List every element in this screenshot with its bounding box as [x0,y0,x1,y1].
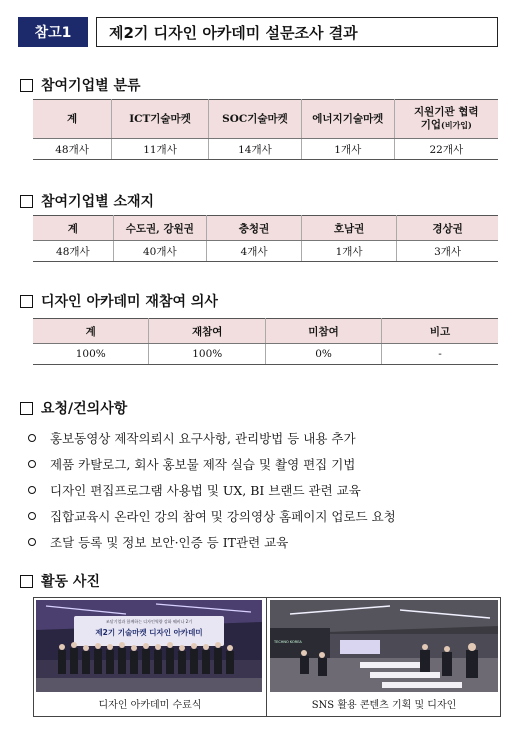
header-cell: ICT기술마켓 [112,100,209,139]
section-title: 디자인 아카데미 재참여 의사 [41,294,218,310]
table-cell: - [382,344,498,365]
table-cell: 14개사 [208,139,301,160]
section-title: 참여기업별 분류 [41,78,141,94]
list-item-text: 제품 카탈로그, 회사 홍보물 제작 실습 및 촬영 편집 기법 [50,457,356,472]
circle-bullet-icon [28,460,36,468]
classroom-photo [270,600,498,692]
location-table [33,215,498,262]
list-item [28,529,396,555]
list-item [28,503,396,529]
header-cell [394,100,498,139]
table-cell: 11개사 [112,139,209,160]
list-item-text: 집합교육시 온라인 강의 참여 및 강의영상 홈페이지 업로드 요청 [50,509,396,524]
list-item [28,451,396,477]
request-list [28,425,396,555]
header-cell: SOC기술마켓 [208,100,301,139]
circle-bullet-icon [28,512,36,520]
header-cell: 계 [33,216,113,241]
header-cell: 재참여 [149,319,265,344]
table-cell: 48개사 [33,139,112,160]
table-cell: 100% [33,344,149,365]
banner-subtitle: 조달기업과 함께하는 디자인역량 강화 웨비나 2기 [105,619,193,624]
table-cell: 1개사 [301,139,394,160]
photo-caption: SNS 활용 콘텐츠 기획 및 디자인 [311,700,457,711]
header-cell: 에너지기술마켓 [301,100,394,139]
report-header [18,17,498,47]
list-item [28,477,396,503]
table-cell: 100% [149,344,265,365]
header-note: (비가입) [441,120,472,130]
reparticipation-table [33,318,498,365]
list-item-text: 홍보동영상 제작의뢰시 요구사항, 관리방법 등 내용 추가 [50,431,356,446]
list-item-text: 조달 등록 및 정보 보안·인증 등 IT관련 교육 [50,535,289,550]
checkbox-square-icon [20,575,33,588]
table-cell: 48개사 [33,241,113,262]
table-header-row [33,100,498,139]
header-cell: 계 [33,319,149,344]
table-cell: 4개사 [206,241,301,262]
section-title: 요청/건의사항 [41,401,128,417]
table-cell: 0% [265,344,381,365]
section-title: 참여기업별 소재지 [41,194,155,210]
header-cell: 경상권 [397,216,498,241]
classification-table [33,99,498,160]
table-header-row [33,216,498,241]
checkbox-square-icon [20,295,33,308]
header-cell: 계 [33,100,112,139]
wall-sign: TECHNO KOREA [274,640,302,644]
header-cell: 호남권 [302,216,397,241]
photo-caption: 디자인 아카데미 수료식 [98,700,202,711]
graduation-photo [36,600,262,692]
photo-divider [266,598,267,716]
table-cell: 3개사 [397,241,498,262]
section-heading-location [20,191,154,211]
checkbox-square-icon [20,402,33,415]
header-cell: 충청권 [206,216,301,241]
section-heading-requests [20,398,127,418]
section-title: 활동 사진 [41,574,100,590]
banner-title: 제2기 기술마켓 디자인 아카데미 [95,628,203,637]
table-header-row [33,319,498,344]
header-line: 기업 [420,119,442,131]
section-heading-photos [20,571,100,591]
circle-bullet-icon [28,486,36,494]
table-row [33,344,498,365]
table-cell: 1개사 [302,241,397,262]
header-cell: 비고 [382,319,498,344]
circle-bullet-icon [28,538,36,546]
table-cell: 40개사 [113,241,206,262]
section-heading-reparticipation [20,291,218,311]
header-cell: 수도권, 강원권 [113,216,206,241]
list-item [28,425,396,451]
page-title: 제2기 디자인 아카데미 설문조사 결과 [96,17,498,47]
list-item-text: 디자인 편집프로그램 사용법 및 UX, BI 브랜드 관련 교육 [50,483,361,498]
checkbox-square-icon [20,195,33,208]
header-cell: 미참여 [265,319,381,344]
circle-bullet-icon [28,434,36,442]
reference-badge: 참고1 [18,17,88,47]
photo-gallery [33,597,501,717]
section-heading-classification [20,75,141,95]
table-cell: 22개사 [394,139,498,160]
checkbox-square-icon [20,79,33,92]
table-row [33,139,498,160]
table-row [33,241,498,262]
header-line: 지원기관 협력 [414,106,479,118]
